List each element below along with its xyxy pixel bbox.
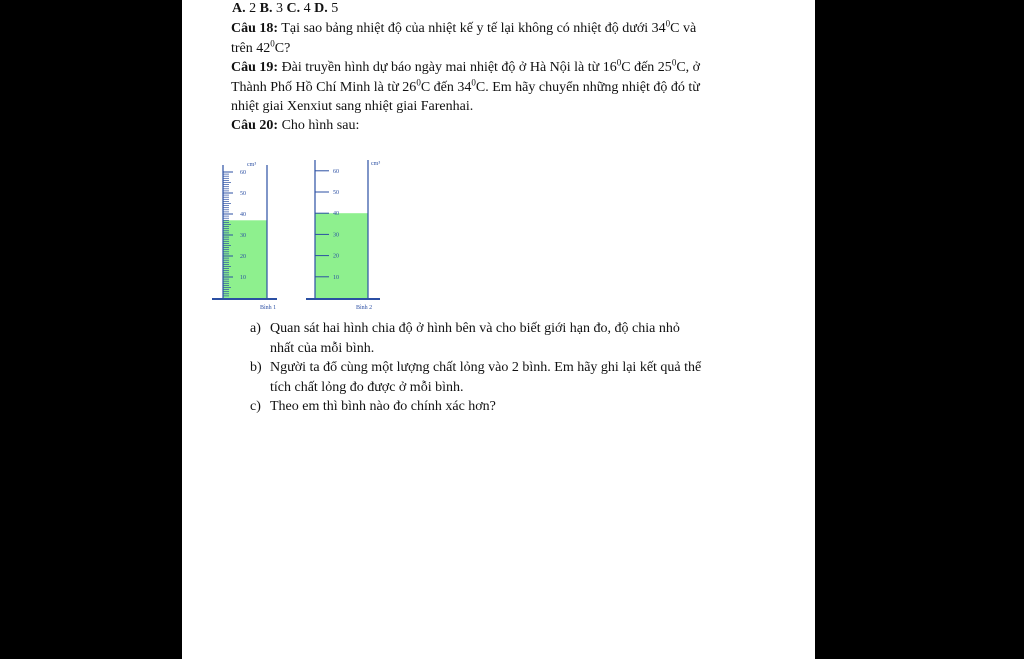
- scale-label: 50: [240, 191, 246, 197]
- cylinder-1: [212, 162, 277, 311]
- option-d-label: D.: [314, 1, 328, 16]
- sub-question-label: b): [250, 360, 262, 375]
- scale-label: 10: [240, 275, 246, 281]
- question-20-text: Cho hình sau:: [278, 118, 360, 133]
- sub-question-b: [250, 358, 730, 397]
- question-19-text-1a: Đài truyền hình dự báo ngày mai nhiệt độ ở Hà Nội là từ 16: [278, 60, 617, 75]
- cylinder-2-unit: cm³: [371, 161, 381, 167]
- sub-question-text: nhất của mỗi bình.: [270, 340, 375, 356]
- cylinder-1-caption: Bình 1: [260, 305, 277, 311]
- option-c-label: C.: [286, 1, 301, 16]
- question-20: [231, 116, 359, 136]
- question-18-label: Câu 18:: [231, 21, 279, 36]
- sub-question-text: Người ta đổ cùng một lượng chất lỏng vào 2 bình. Em hãy ghi lại kết quả thể: [270, 360, 702, 375]
- question-18-text-1-end: C và: [670, 21, 697, 36]
- question-19-text-1c: C, ở: [676, 60, 701, 75]
- scale-label: 20: [333, 253, 339, 260]
- scale-label: 20: [240, 254, 246, 260]
- sub-questions-list: [250, 319, 730, 417]
- question-19-text-2a: Thành Phố Hồ Chí Minh là từ 26: [231, 79, 417, 95]
- scale-label: 30: [240, 233, 246, 239]
- scale-label: 60: [333, 168, 339, 175]
- option-c-value: 4: [300, 1, 315, 16]
- question-19-text-1b: C đến 25: [621, 60, 672, 75]
- cylinder-2: [306, 160, 380, 311]
- option-b-value: 3: [272, 1, 287, 16]
- option-a-label: A.: [232, 1, 246, 16]
- scale-label: 40: [240, 212, 246, 218]
- degree-superscript: 0: [416, 76, 421, 87]
- degree-superscript: 0: [616, 57, 622, 68]
- question-20-label: Câu 20:: [231, 118, 279, 133]
- sub-question-a: [250, 319, 730, 358]
- question-18-text-1: Tại sao bảng nhiệt độ của nhiệt kế y tế lại không có nhiệt độ dưới 34: [278, 21, 666, 36]
- question-19-text-3: nhiệt giai Xenxiut sang nhiệt giai Farenhai.: [231, 99, 474, 114]
- degree-superscript: 0: [270, 37, 275, 48]
- sub-question-c: [250, 397, 730, 417]
- graduated-cylinders-figure: [202, 155, 402, 315]
- question-18-text-2-end: C?: [274, 40, 291, 56]
- sub-question-label: c): [250, 399, 261, 414]
- question-18: [231, 19, 696, 58]
- scale-label: 30: [333, 232, 339, 239]
- sub-question-text: Theo em thì bình nào đo chính xác hơn?: [270, 399, 496, 414]
- degree-superscript: 0: [671, 57, 677, 68]
- question-18-text-2: trên 42: [231, 40, 271, 56]
- sub-question-text: Quan sát hai hình chia độ ở hình bên và cho biết giới hạn đo, độ chia nhỏ: [270, 321, 680, 336]
- degree-superscript: 0: [471, 76, 476, 87]
- option-a-value: 2: [245, 1, 260, 16]
- option-b-label: B.: [259, 1, 273, 16]
- question-19-text-2b: C đến 34: [420, 79, 472, 95]
- scale-label: 40: [333, 211, 339, 218]
- question-19-label: Câu 19:: [231, 60, 279, 75]
- cylinder-1-unit: cm³: [247, 162, 257, 168]
- option-d-value: 5: [327, 1, 339, 16]
- question-19-text-2c: C. Em hãy chuyển những nhiệt độ đó từ: [475, 79, 700, 95]
- sub-question-text: tích chất lỏng đo được ở mỗi bình.: [270, 379, 464, 395]
- scale-label: 10: [333, 274, 339, 281]
- answer-options: [232, 0, 338, 19]
- cylinder-2-caption: Bình 2: [356, 305, 373, 311]
- question-19: [231, 58, 700, 117]
- degree-superscript: 0: [665, 18, 671, 29]
- document-page: [182, 0, 815, 659]
- sub-question-label: a): [250, 321, 261, 336]
- scale-label: 50: [333, 190, 339, 196]
- scale-label: 60: [240, 170, 246, 176]
